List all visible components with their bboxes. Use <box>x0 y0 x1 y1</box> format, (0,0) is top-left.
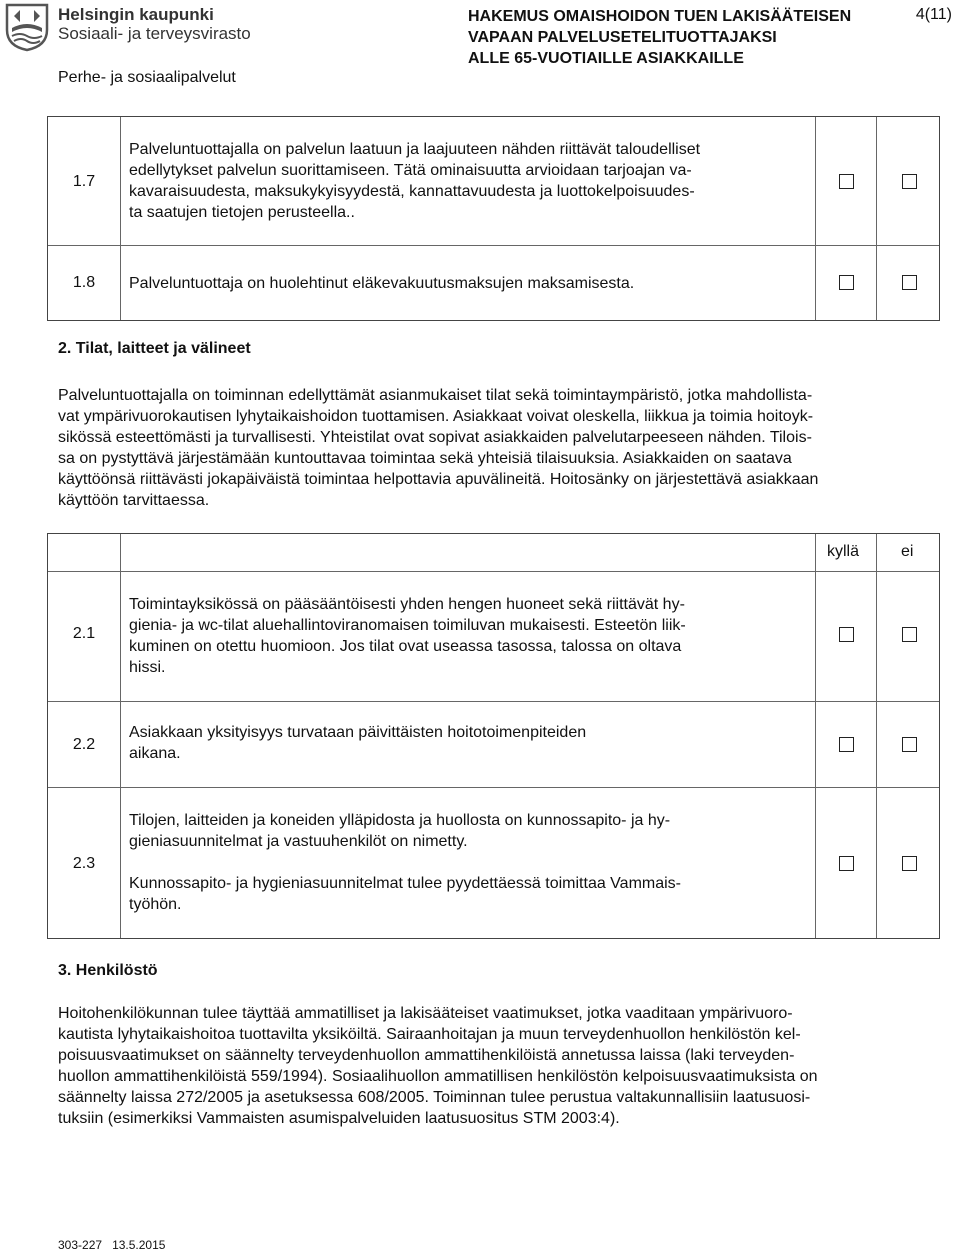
row-text-line: Palveluntuottajalla on palvelun laatuun ja laajuuteen nähden riittävät taloudelliset <box>129 141 701 158</box>
row-text-line: kuminen on otettu huomioon. Jos tilat ovat useassa tasossa, talossa on oltava <box>129 638 682 655</box>
dept-name: Sosiaali- ja terveysvirasto <box>58 24 251 43</box>
yes-checkbox[interactable] <box>839 856 854 871</box>
section-2-paragraph <box>58 385 953 511</box>
yes-checkbox[interactable] <box>839 737 854 752</box>
row-text-line: edellytykset palvelun suorittamiseen. Tätä ominaisuutta arvioidaan tarjoajan va- <box>129 162 692 179</box>
table-row <box>48 702 939 787</box>
row-number: 2.2 <box>72 736 96 753</box>
document-title-line: ALLE 65-VUOTIAILLE ASIAKKAILLE <box>468 50 744 67</box>
paragraph-line: sa on pystyttävä järjestämään kuntouttavaa toimintaa sekä yhteisiä tilaisuuksia. Asiakkaiden on saatava <box>58 450 792 467</box>
table-row <box>48 246 939 320</box>
row-text <box>129 722 809 764</box>
no-checkbox[interactable] <box>902 174 917 189</box>
row-number: 2.3 <box>72 855 96 872</box>
document-title-line: VAPAAN PALVELUSETELITUOTTAJAKSI <box>468 29 777 46</box>
row-text-line: Tilojen, laitteiden ja koneiden ylläpidosta ja huollosta on kunnossapito- ja hy- <box>129 812 671 829</box>
table-row <box>48 572 939 701</box>
footer <box>58 1238 165 1252</box>
paragraph-line: sikössä esteettömästi ja turvallisesti. Yhteistilat ovat sopivat asiakkaiden palvelutarpeeseen nähden. Tilois- <box>58 429 812 446</box>
yes-checkbox[interactable] <box>839 627 854 642</box>
row-text-line: työhön. <box>129 896 182 913</box>
paragraph-line: Palveluntuottajalla on toiminnan edellyttämät asianmukaiset tilat sekä toimintaympäristö, jotka mahdollista- <box>58 387 813 404</box>
org-name: Helsingin kaupunki <box>58 5 214 24</box>
unit-name: Perhe- ja sosiaalipalvelut <box>58 69 236 86</box>
row-text-line: ta saatujen tietojen perusteella.. <box>129 204 355 221</box>
row-text-line: aikana. <box>129 745 181 762</box>
row-number: 1.7 <box>72 173 96 190</box>
footer-code: 303-227 <box>58 1238 103 1252</box>
row-text <box>129 594 809 678</box>
column-header-no: ei <box>901 543 914 560</box>
paragraph-line: käyttöön tarvittaessa. <box>58 492 210 509</box>
requirements-table-1 <box>47 116 940 321</box>
row-text-line: Toimintayksikössä on pääsääntöisesti yhden hengen huoneet sekä riittävät hy- <box>129 596 685 613</box>
row-text-line: gieniasuunnitelmat ja vastuuhenkilöt on nimetty. <box>129 833 468 850</box>
paragraph-line: vat ympärivuorokautisen lyhytaikaishoidon tuottamisen. Asiakkaat voivat oleskella, liikkua ja toimia hoitoyk- <box>58 408 814 425</box>
row-text-line: gienia- ja wc-tilat aluehallintoviranomaisen toimiluvan mukaisesti. Esteetön liik- <box>129 617 686 634</box>
paragraph-line: käyttöönsä riittävästi jokapäiväistä toimintaa helpottavia apuvälineitä. Hoitosänky on järjestettävä asiakkaan <box>58 471 819 488</box>
row-text-line: hissi. <box>129 659 166 676</box>
paragraph-line: säännelty laissa 272/2005 ja asetuksessa 608/2005. Toiminnan tulee perustua valtakunnallisiin laatusuosi- <box>58 1089 811 1106</box>
table-row <box>48 788 939 938</box>
paragraph-line: kautista lyhytaikaishoitoa tuottavilta yksiköiltä. Sairaanhoitajan ja muun terveydenhuollon henkilöstön kel- <box>58 1026 801 1043</box>
paragraph-line: tuksiin (esimerkiksi Vammaisten asumispalveluiden laatusuositus STM 2003:4). <box>58 1110 620 1127</box>
yes-checkbox[interactable] <box>839 174 854 189</box>
row-text <box>129 273 809 294</box>
no-checkbox[interactable] <box>902 737 917 752</box>
footer-date: 13.5.2015 <box>112 1238 166 1252</box>
row-text-line: Asiakkaan yksityisyys turvataan päivittäisten hoitotoimenpiteiden <box>129 724 587 741</box>
row-number: 2.1 <box>72 625 96 642</box>
requirements-table-2 <box>47 533 940 939</box>
no-checkbox[interactable] <box>902 856 917 871</box>
paragraph-line: huollon ammattihenkilöistä 559/1994). Sosiaalihuollon ammatillisen henkilöstön kelpoisuusvaatimuksista on <box>58 1068 818 1085</box>
row-number: 1.8 <box>72 274 96 291</box>
yes-checkbox[interactable] <box>839 275 854 290</box>
section-2-title: 2. Tilat, laitteet ja välineet <box>58 340 251 357</box>
row-text-line: Palveluntuottaja on huolehtinut eläkevakuutusmaksujen maksamisesta. <box>129 275 635 292</box>
row-text <box>129 139 809 223</box>
row-text <box>129 810 809 915</box>
document-title <box>468 6 851 69</box>
city-crest-icon <box>4 2 50 57</box>
table-row <box>48 117 939 245</box>
section-3-paragraph <box>58 1003 953 1129</box>
page-number: 4(11) <box>915 6 952 23</box>
paragraph-line: Hoitohenkilökunnan tulee täyttää ammatilliset ja lakisääteiset vaatimukset, jotka vaaditaan ympärivuoro- <box>58 1005 793 1022</box>
no-checkbox[interactable] <box>902 275 917 290</box>
section-3-title: 3. Henkilöstö <box>58 962 158 979</box>
no-checkbox[interactable] <box>902 627 917 642</box>
column-header-yes: kyllä <box>827 543 860 560</box>
document-title-line: HAKEMUS OMAISHOIDON TUEN LAKISÄÄTEISEN <box>468 8 852 25</box>
row-text-line: kavaraisuudesta, maksukykyisyydestä, kannattavuudesta ja luottokelpoisuudes- <box>129 183 695 200</box>
paragraph-line: poisuusvaatimukset on säännelty terveydenhuollon ammattihenkilöistä annetussa laissa (laki terveyden- <box>58 1047 795 1064</box>
row-text-line: Kunnossapito- ja hygieniasuunnitelmat tulee pyydettäessä toimittaa Vammais- <box>129 875 681 892</box>
